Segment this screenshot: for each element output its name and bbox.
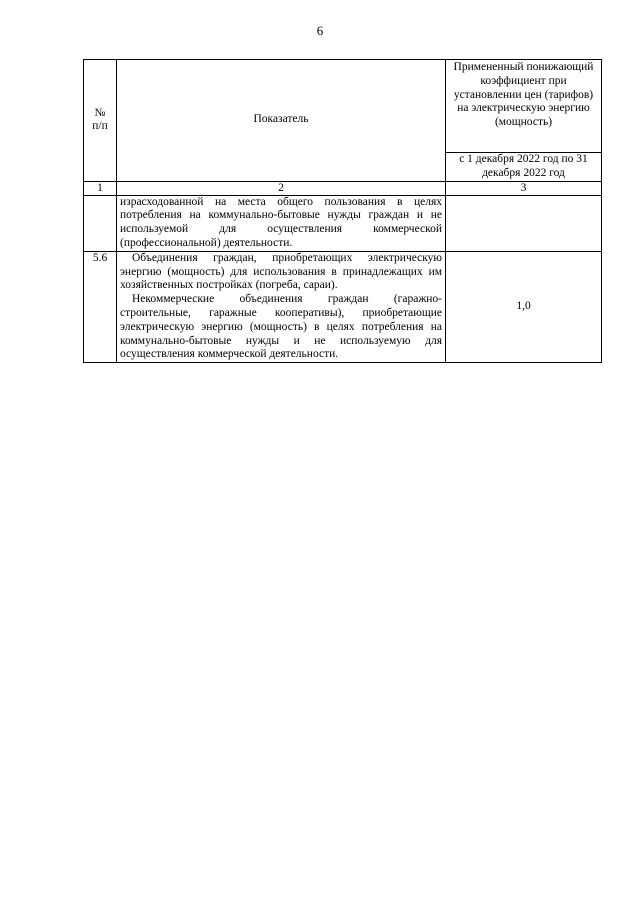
column-index-2: 2 — [117, 181, 446, 195]
row-coef — [446, 195, 602, 251]
header-period-label: с 1 декабря 2022 год по 31 декабря 2022 год — [459, 153, 588, 179]
column-index-3: 3 — [446, 181, 602, 195]
header-indicator-label: Показатель — [253, 113, 309, 126]
header-coef-label: Примененный понижающий коэффициент при установлении цен (тарифов) на электрическую энергию (мощность) — [453, 61, 594, 129]
column-index-1: 1 — [84, 181, 117, 195]
row-indicator-paragraph-2: Некоммерческие объединения граждан (гаражно-строительные, гаражные кооперативы), приобретающие электрическую энергию (мощность) в целях потребления на коммунально-бытовые нужды и не используемую для осуществления коммерческой деятельности. — [120, 293, 442, 361]
tariff-table — [83, 59, 602, 363]
row-indicator-paragraph-1: Объединения граждан, приобретающих электрическую энергию (мощность) для использования в принадлежащих им хозяйственных постройках (погреба, сараи). — [120, 251, 442, 292]
header-indicator-cell — [117, 60, 446, 182]
header-num-label: № п/п — [92, 106, 108, 133]
header-num-cell — [84, 60, 117, 182]
table-header-row — [84, 60, 602, 153]
header-coef-cell — [446, 60, 602, 153]
row-indicator — [117, 251, 446, 362]
page-number: 6 — [316, 23, 324, 38]
row-indicator — [117, 195, 446, 251]
row-num — [84, 195, 117, 251]
header-period-cell — [446, 153, 602, 182]
table-row — [84, 251, 602, 362]
row-indicator-text: израсходованной на места общего пользования в целях потребления на коммунально-бытовые нужды граждан и не используемой для осуществления коммерческой (профессиональной) деятельности. — [120, 195, 442, 249]
table-row — [84, 195, 602, 251]
row-coef: 1,0 — [446, 251, 602, 362]
column-index-row — [84, 181, 602, 195]
row-num: 5.6 — [84, 251, 117, 362]
